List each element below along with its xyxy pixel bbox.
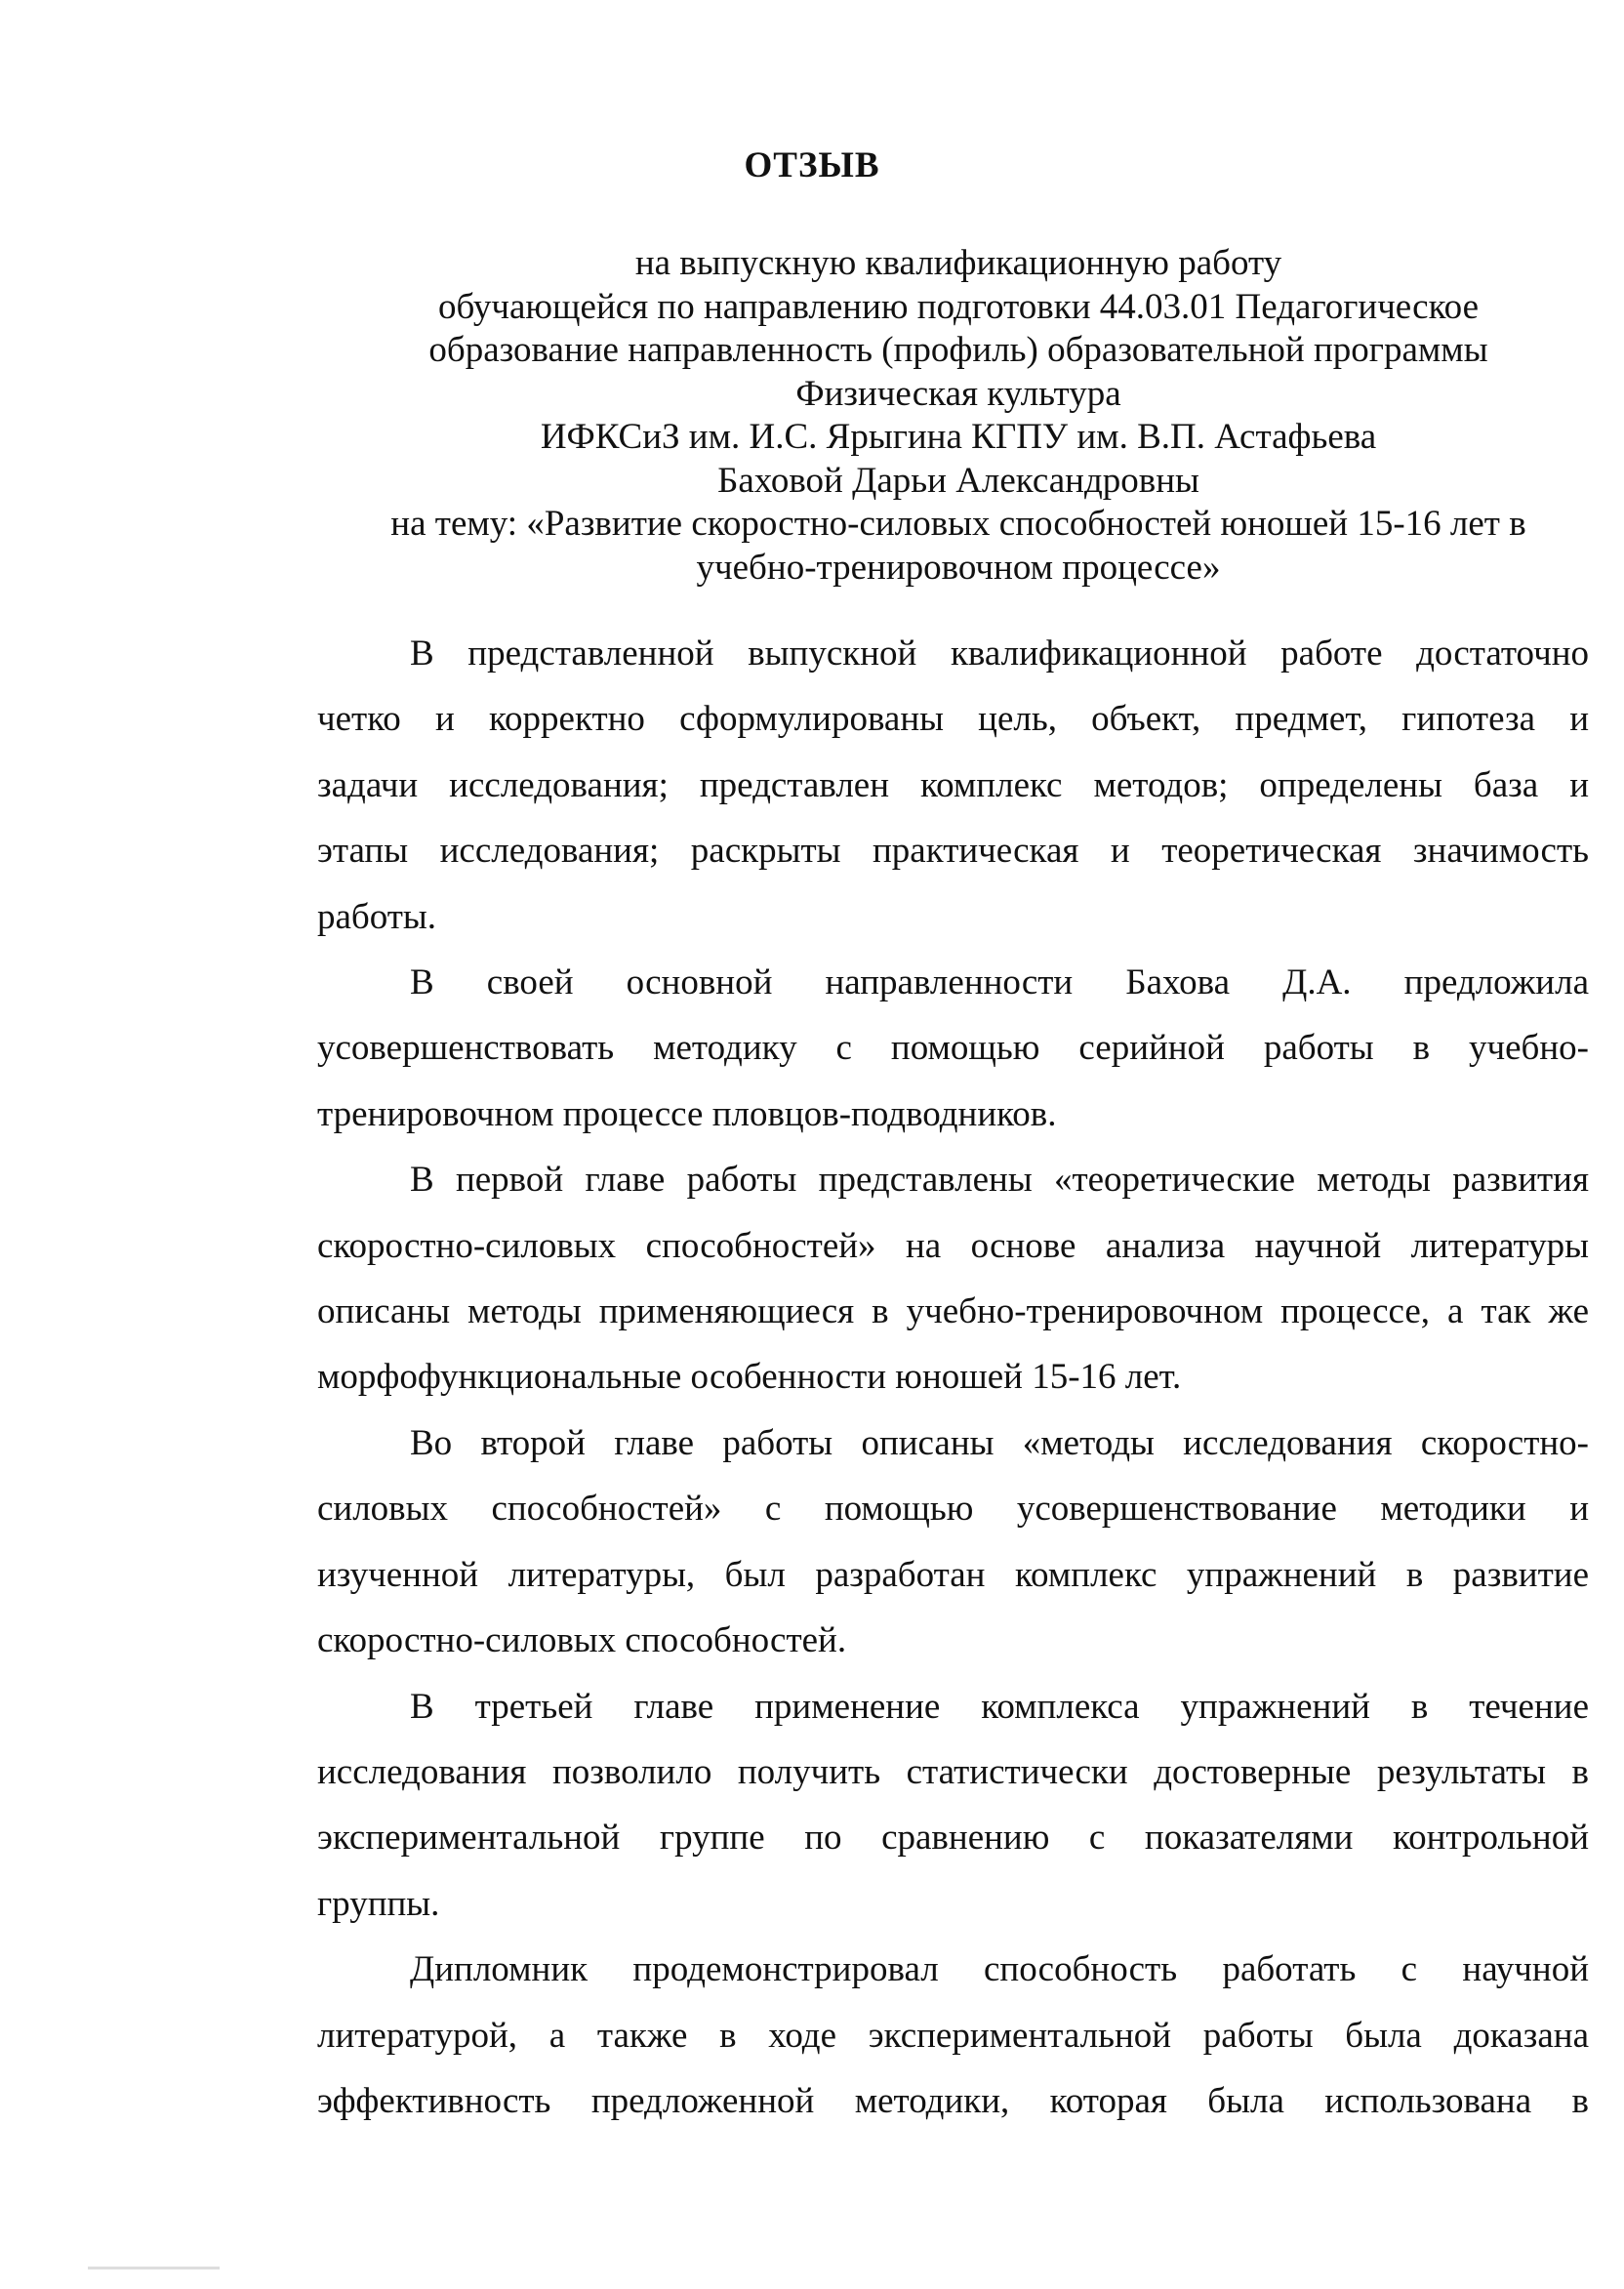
text-line: литературой, а также в ходе экспериментальной работы была доказана xyxy=(317,2015,1589,2056)
paragraph xyxy=(317,621,1589,950)
paragraph xyxy=(317,950,1589,1147)
text-line: исследования позволило получить статистически достоверные результаты в xyxy=(317,1751,1589,1792)
text-line: В первой главе работы представлены «теоретические методы развития xyxy=(410,1160,1589,1201)
text-line: скоростно-силовых способностей» на основе анализа научной литературы xyxy=(317,1225,1589,1266)
text-line: эффективность предложенной методики, которая была использована в xyxy=(317,2080,1589,2121)
text-line: работы. xyxy=(317,896,437,937)
text-line: этапы исследования; раскрыты практическая и теоретическая значимость xyxy=(317,831,1589,872)
text-line: группы. xyxy=(317,1883,440,1924)
text-line: тренировочном процессе пловцов-подводников. xyxy=(317,1093,1057,1134)
header-line: образование направленность (профиль) образовательной программы xyxy=(428,330,1488,370)
text-line: Дипломник продемонстрировал способность работать с научной xyxy=(410,1949,1589,1990)
scan-artifact xyxy=(88,2267,220,2269)
document-title: ОТЗЫВ xyxy=(744,145,880,185)
header-line: Физическая культура xyxy=(795,373,1121,414)
header-line: на выпускную квалификационную работу xyxy=(634,243,1282,283)
text-line: экспериментальной группе по сравнению с показателями контрольной xyxy=(317,1818,1589,1859)
text-line: Во второй главе работы описаны «методы исследования скоростно- xyxy=(410,1422,1589,1463)
paragraph xyxy=(317,1674,1589,1938)
text-line: усовершенствовать методику с помощью серийной работы в учебно- xyxy=(317,1028,1589,1069)
header-line: обучающейся по направлению подготовки 44.03.01 Педагогическое xyxy=(437,286,1480,327)
text-line: морфофункциональные особенности юношей 15-16 лет. xyxy=(317,1357,1182,1398)
text-line: задачи исследования; представлен комплекс методов; определены база и xyxy=(317,764,1589,805)
paragraph xyxy=(317,1410,1589,1674)
text-line: изученной литературы, был разработан комплекс упражнений в развитие xyxy=(317,1554,1589,1595)
document-header xyxy=(293,242,1624,590)
header-line: Баховой Дарьи Александровны xyxy=(717,460,1199,501)
text-line: В третьей главе применение комплекса упражнений в течение xyxy=(410,1686,1589,1727)
text-line: силовых способностей» с помощью усовершенствование методики и xyxy=(317,1489,1589,1530)
header-line: учебно-тренировочном процессе» xyxy=(696,547,1221,588)
text-line: четко и корректно сформулированы цель, объект, предмет, гипотеза и xyxy=(317,699,1589,740)
document-body xyxy=(317,621,1589,2134)
header-line: на тему: «Развитие скоростно-силовых способностей юношей 15-16 лет в xyxy=(390,504,1526,544)
header-line: ИФКСиЗ им. И.С. Ярыгина КГПУ им. В.П. Астафьева xyxy=(540,417,1377,457)
paragraph xyxy=(317,1147,1589,1410)
text-line: В своей основной направленности Бахова Д.А. предложила xyxy=(410,962,1589,1003)
paragraph xyxy=(317,1937,1589,2134)
text-line: В представленной выпускной квалификационной работе достаточно xyxy=(410,634,1589,674)
text-line: скоростно-силовых способностей. xyxy=(317,1620,847,1661)
text-line: описаны методы применяющиеся в учебно-тренировочном процессе, а так же xyxy=(317,1291,1589,1332)
